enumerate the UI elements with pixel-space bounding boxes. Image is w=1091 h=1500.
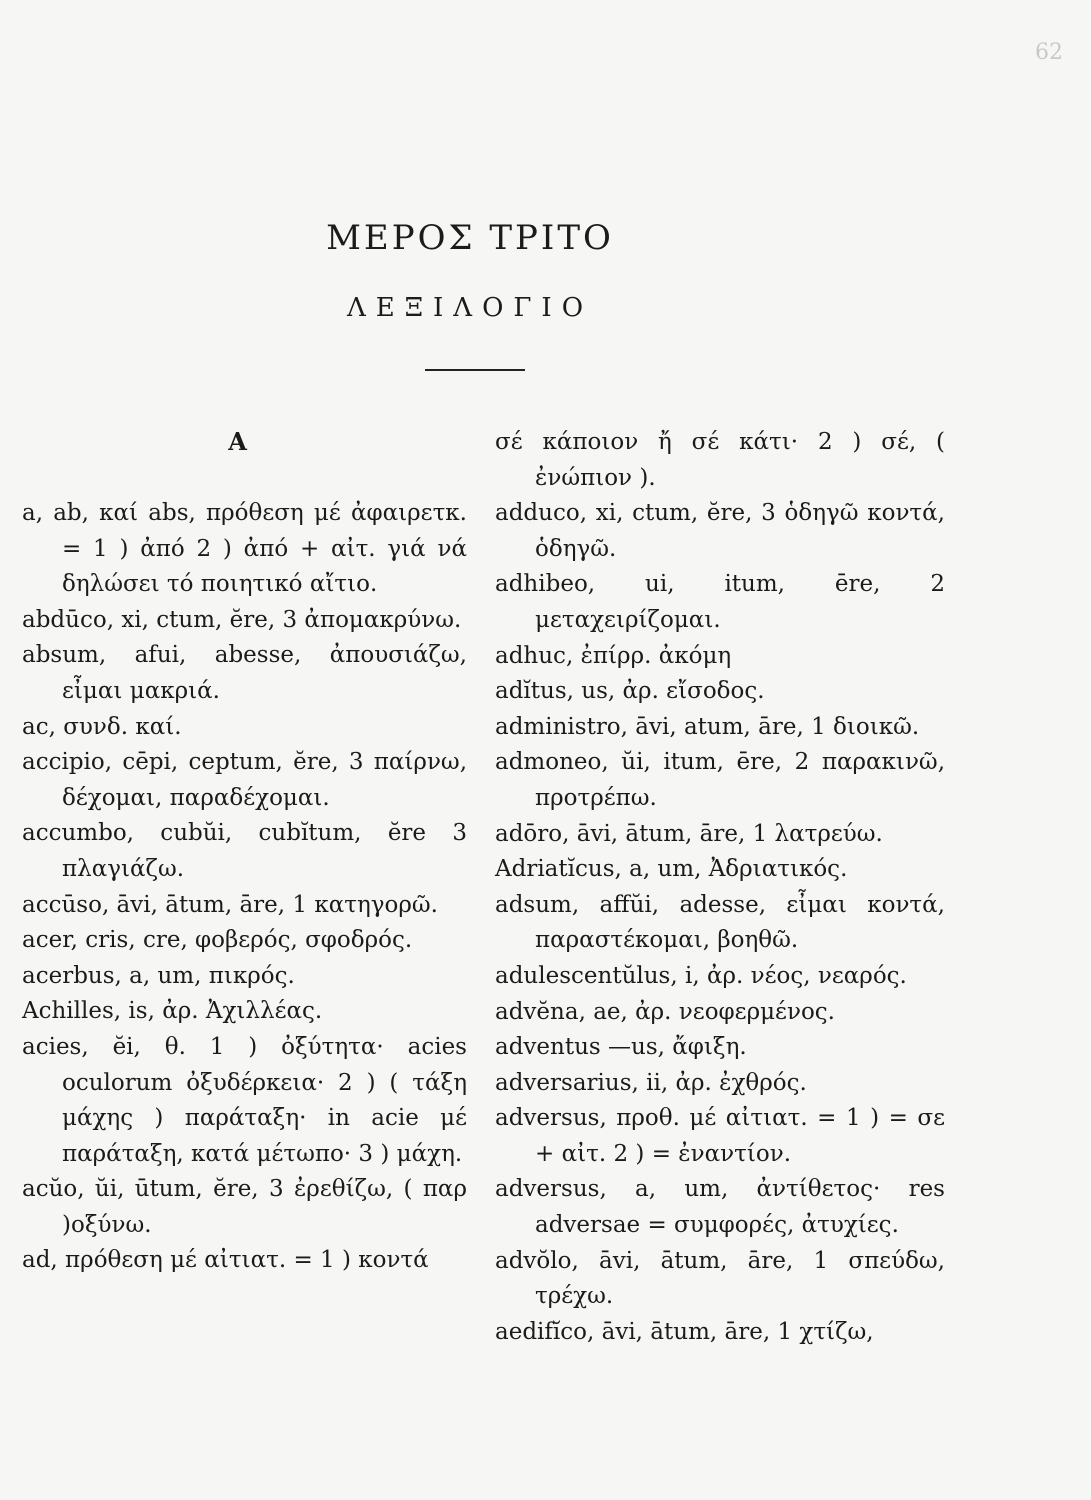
- dictionary-entry: accipio, cēpi, ceptum, ĕre, 3 παίρνω, δέχομαι, παραδέχομαι.: [22, 749, 467, 811]
- dictionary-entry: accūso, āvi, ātum, āre, 1 κατηγορῶ.: [22, 891, 438, 918]
- left-column: [22, 496, 467, 1279]
- dictionary-entry: Achilles, is, ἀρ. Ἀχιλλέας.: [22, 998, 323, 1025]
- dictionary-entry: administro, āvi, atum, āre, 1 διοικῶ.: [495, 713, 920, 740]
- dictionary-entry: adventus —us, ἄφιξη.: [495, 1034, 747, 1061]
- dictionary-entry: adversus, a, um, ἀντίθετος· res adversae = συμφορές, ἀτυχίες.: [495, 1176, 945, 1239]
- dictionary-entry: adversarius, ii, ἀρ. ἐχθρός.: [495, 1069, 807, 1096]
- dictionary-entry: accumbo, cubŭi, cubĭtum, ĕre 3 πλαγιάζω.: [22, 820, 467, 882]
- section-subtitle: ΛΕΞΙΛΟΓΙΟ: [346, 293, 594, 323]
- title-divider: [425, 369, 525, 371]
- dictionary-entry: aedifĭco, āvi, ātum, āre, 1 χτίζω,: [495, 1318, 874, 1345]
- dictionary-entry: adduco, xi, ctum, ĕre, 3 ὁδηγῶ κοντά, ὁδηγῶ.: [495, 500, 945, 562]
- letter-heading: Α: [228, 427, 247, 456]
- dictionary-entry-continuation: σέ κάποιον ἤ σέ κάτι· 2 ) σέ, ( ἐνώπιον ).: [495, 429, 945, 491]
- dictionary-entry: absum, afui, abesse, ἀπουσιάζω, εἶμαι μακριά.: [22, 642, 467, 704]
- dictionary-entry: acŭo, ŭi, ūtum, ĕre, 3 ἐρεθίζω, ( παρ )οξύνω.: [22, 1176, 467, 1238]
- page-number: 62: [1035, 40, 1063, 65]
- dictionary-entry: adulescentŭlus, i, ἀρ. νέος, νεαρός.: [495, 962, 907, 989]
- dictionary-entry: Adriatĭcus, a, um, Ἀδριατικός.: [495, 856, 848, 883]
- dictionary-entry: advŏlo, āvi, ātum, āre, 1 σπεύδω, τρέχω.: [495, 1247, 945, 1310]
- dictionary-entry: acies, ĕi, θ. 1 ) ὀξύτητα· acies oculorum ὀξυδέρκεια· 2 ) ( τάξη μάχης ) παράταξη· in acie μέ παράταξη, κατά μέτωπο· 3 ) μάχη.: [22, 1033, 467, 1167]
- right-column: [495, 425, 945, 1350]
- dictionary-entry: ad, πρόθεση μέ αἰτιατ. = 1 ) κοντά: [22, 1247, 429, 1274]
- dictionary-entry: adōro, āvi, ātum, āre, 1 λατρεύω.: [495, 820, 883, 847]
- dictionary-entry: adĭtus, us, ἀρ. εἴσοδος.: [495, 678, 765, 705]
- dictionary-entry: adhibeo, ui, itum, ēre, 2 μεταχειρίζομαι.: [495, 571, 945, 633]
- dictionary-entry: adhuc, ἐπίρρ. ἀκόμη: [495, 642, 732, 669]
- dictionary-entry: acerbus, a, um, πικρός.: [22, 962, 295, 989]
- dictionary-entry: advĕna, ae, ἀρ. νεοφερμένος.: [495, 998, 835, 1025]
- dictionary-entry: adsum, affŭi, adesse, εἶμαι κοντά, παραστέκομαι, βοηθῶ.: [495, 891, 945, 954]
- dictionary-entry: ac, συνδ. καί.: [22, 713, 182, 740]
- dictionary-entry: admoneo, ŭi, itum, ēre, 2 παρακινῶ, προτρέπω.: [495, 749, 945, 811]
- dictionary-entry: adversus, προθ. μέ αἰτιατ. = 1 ) = σε + αἰτ. 2 ) = ἐναντίον.: [495, 1105, 945, 1167]
- dictionary-entry: abdūco, xi, ctum, ĕre, 3 ἀπομακρύνω.: [22, 606, 462, 633]
- dictionary-entry: acer, cris, cre, φοβερός, σφοδρός.: [22, 927, 413, 954]
- page-title: ΜΕΡΟΣ ΤΡΙΤΟ: [326, 218, 614, 258]
- dictionary-entry: a, ab, καί abs, πρόθεση μέ ἀφαιρετκ. = 1 ) ἀπό 2 ) ἀπό + αἰτ. γιά νά δηλώσει τό ποιητικό αἴτιο.: [22, 500, 467, 598]
